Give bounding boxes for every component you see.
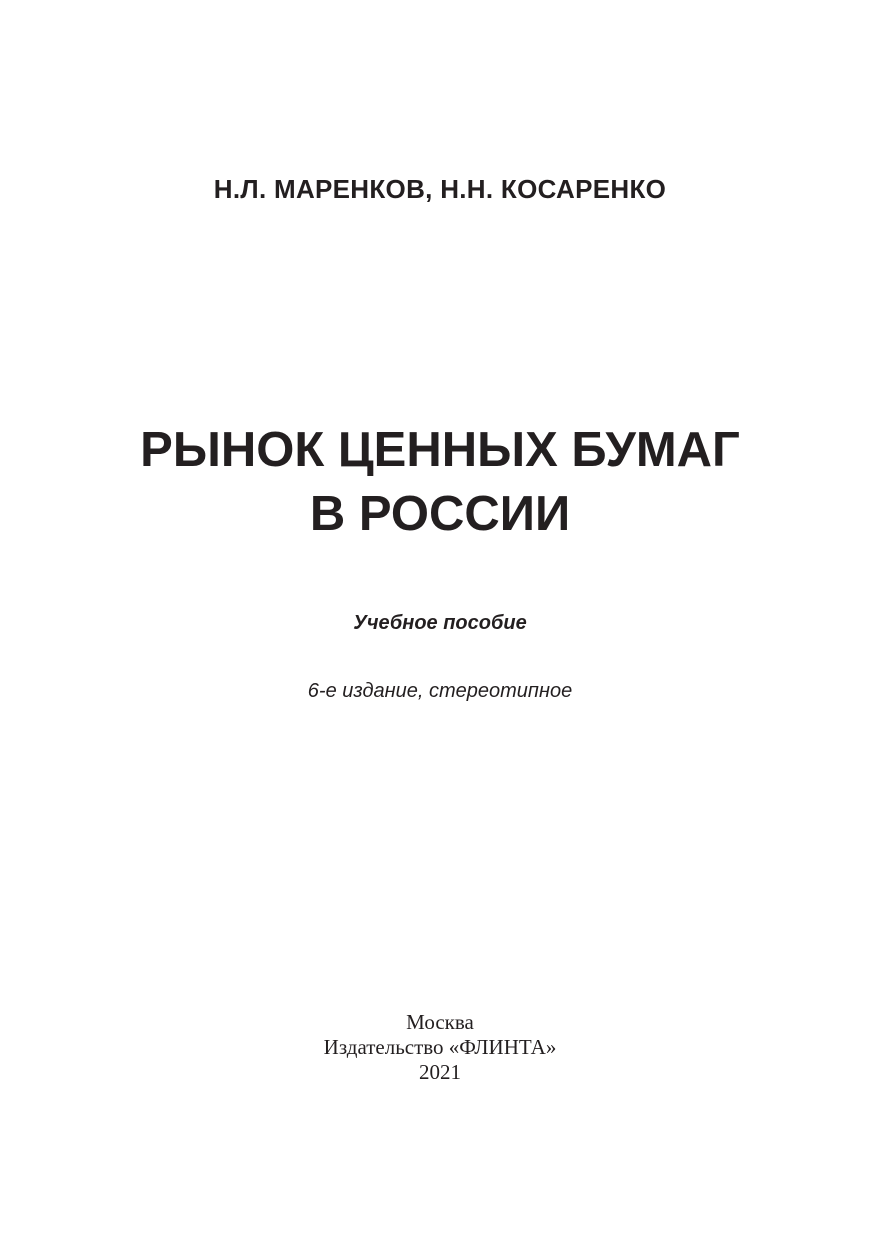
- book-title-line-2: В РОССИИ: [309, 487, 571, 541]
- book-authors: Н.Л. МАРЕНКОВ, Н.Н. КОСАРЕНКО: [213, 174, 667, 204]
- book-title: [0, 418, 875, 546]
- imprint-year: 2021: [419, 1060, 461, 1084]
- book-subtitle: Учебное пособие: [353, 612, 527, 634]
- book-title-line-1: РЫНОК ЦЕННЫХ БУМАГ: [140, 423, 740, 477]
- imprint-publisher: Издательство «ФЛИНТА»: [323, 1035, 557, 1059]
- book-edition: 6-е издание, стереотипное: [307, 680, 573, 702]
- imprint-city: Москва: [406, 1010, 474, 1034]
- publisher-imprint: [0, 1010, 875, 1085]
